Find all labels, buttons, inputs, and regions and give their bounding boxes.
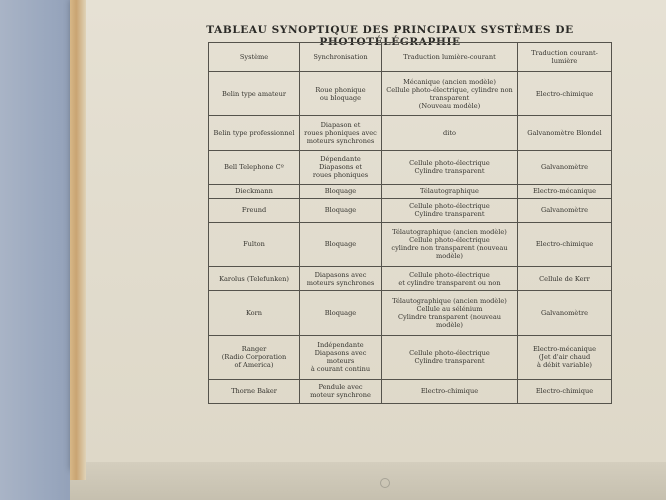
- cell-current-light: Electro-mécanique: [518, 184, 612, 198]
- cell-system: Korn: [209, 291, 300, 335]
- cell-system: Karolus (Telefunken): [209, 267, 300, 291]
- cell-current-light: Electro-chimique: [518, 379, 612, 403]
- cell-system: Freund: [209, 198, 300, 222]
- cell-light-current: dito: [382, 116, 518, 150]
- cell-light-current: Electro-chimique: [382, 379, 518, 403]
- cell-system: Belin type amateur: [209, 72, 300, 116]
- table-row: [209, 184, 612, 198]
- table-title: TABLEAU SYNOPTIQUE DES PRINCIPAUX SYSTÈMES DE PHOTOTÉLÉGRAPHIE: [206, 24, 574, 48]
- cell-light-current: Télautographique (ancien modèle) Cellule au sélénium Cylindre transparent (nouveau modèle): [382, 291, 518, 335]
- table-row: [209, 267, 612, 291]
- cell-sync: Diapasons avec moteurs synchrones: [300, 267, 382, 291]
- cell-light-current: Mécanique (ancien modèle) Cellule photo-électrique, cylindre non transparent (Nouveau modèle): [382, 72, 518, 116]
- cell-light-current: Cellule photo-électrique Cylindre transparent: [382, 150, 518, 184]
- cell-current-light: Galvanomètre Blondel: [518, 116, 612, 150]
- cell-current-light: Cellule de Kerr: [518, 267, 612, 291]
- synoptic-table: [208, 42, 612, 404]
- table-row: [209, 222, 612, 266]
- cell-sync: Indépendante Diapasons avec moteurs à courant continu: [300, 335, 382, 379]
- cell-light-current: Cellule photo-électrique Cylindre transparent: [382, 335, 518, 379]
- paper-mark: [380, 478, 390, 488]
- cell-sync: Bloquage: [300, 222, 382, 266]
- cell-current-light: Galvanomètre: [518, 291, 612, 335]
- cell-system: Fulton: [209, 222, 300, 266]
- cell-current-light: Electro-chimique: [518, 72, 612, 116]
- table-row: [209, 379, 612, 403]
- table-row: [209, 72, 612, 116]
- cell-light-current: Cellule photo-électrique et cylindre transparent ou non: [382, 267, 518, 291]
- table-row: [209, 198, 612, 222]
- cell-light-current: Télautographique (ancien modèle) Cellule photo-électrique cylindre non transparent (nouveau modèle): [382, 222, 518, 266]
- header-lumiere-courant: Traduction lumière-courant: [382, 43, 518, 72]
- cell-sync: Bloquage: [300, 291, 382, 335]
- cell-sync: Pendule avec moteur synchrone: [300, 379, 382, 403]
- cell-light-current: Cellule photo-électrique Cylindre transparent: [382, 198, 518, 222]
- header-systeme: Système: [209, 43, 300, 72]
- table-row: [209, 116, 612, 150]
- cell-system: Thorne Baker: [209, 379, 300, 403]
- cell-sync: Bloquage: [300, 184, 382, 198]
- table-row: [209, 335, 612, 379]
- cell-current-light: Electro-mécanique (Jet d'air chaud à débit variable): [518, 335, 612, 379]
- cell-sync: Diapason et roues phoniques avec moteurs synchrones: [300, 116, 382, 150]
- cell-light-current: Télautographique: [382, 184, 518, 198]
- cell-sync: Bloquage: [300, 198, 382, 222]
- page-edge: [70, 462, 666, 500]
- cell-sync: Dépendante Diapasons et roues phoniques: [300, 150, 382, 184]
- cell-system: Bell Telephone Cº: [209, 150, 300, 184]
- cell-system: Dieckmann: [209, 184, 300, 198]
- cell-current-light: Electro-chimique: [518, 222, 612, 266]
- cell-sync: Roue phonique ou bloquage: [300, 72, 382, 116]
- table-row: [209, 150, 612, 184]
- header-synchronisation: Synchronisation: [300, 43, 382, 72]
- table-row: [209, 291, 612, 335]
- header-courant-lumiere: Traduction courant-lumière: [518, 43, 612, 72]
- header-row: [209, 43, 612, 72]
- book-spine: [70, 0, 86, 480]
- cell-current-light: Galvanomètre: [518, 198, 612, 222]
- cell-current-light: Galvanomètre: [518, 150, 612, 184]
- cell-system: Belin type professionnel: [209, 116, 300, 150]
- cell-system: Ranger (Radio Corporation of America): [209, 335, 300, 379]
